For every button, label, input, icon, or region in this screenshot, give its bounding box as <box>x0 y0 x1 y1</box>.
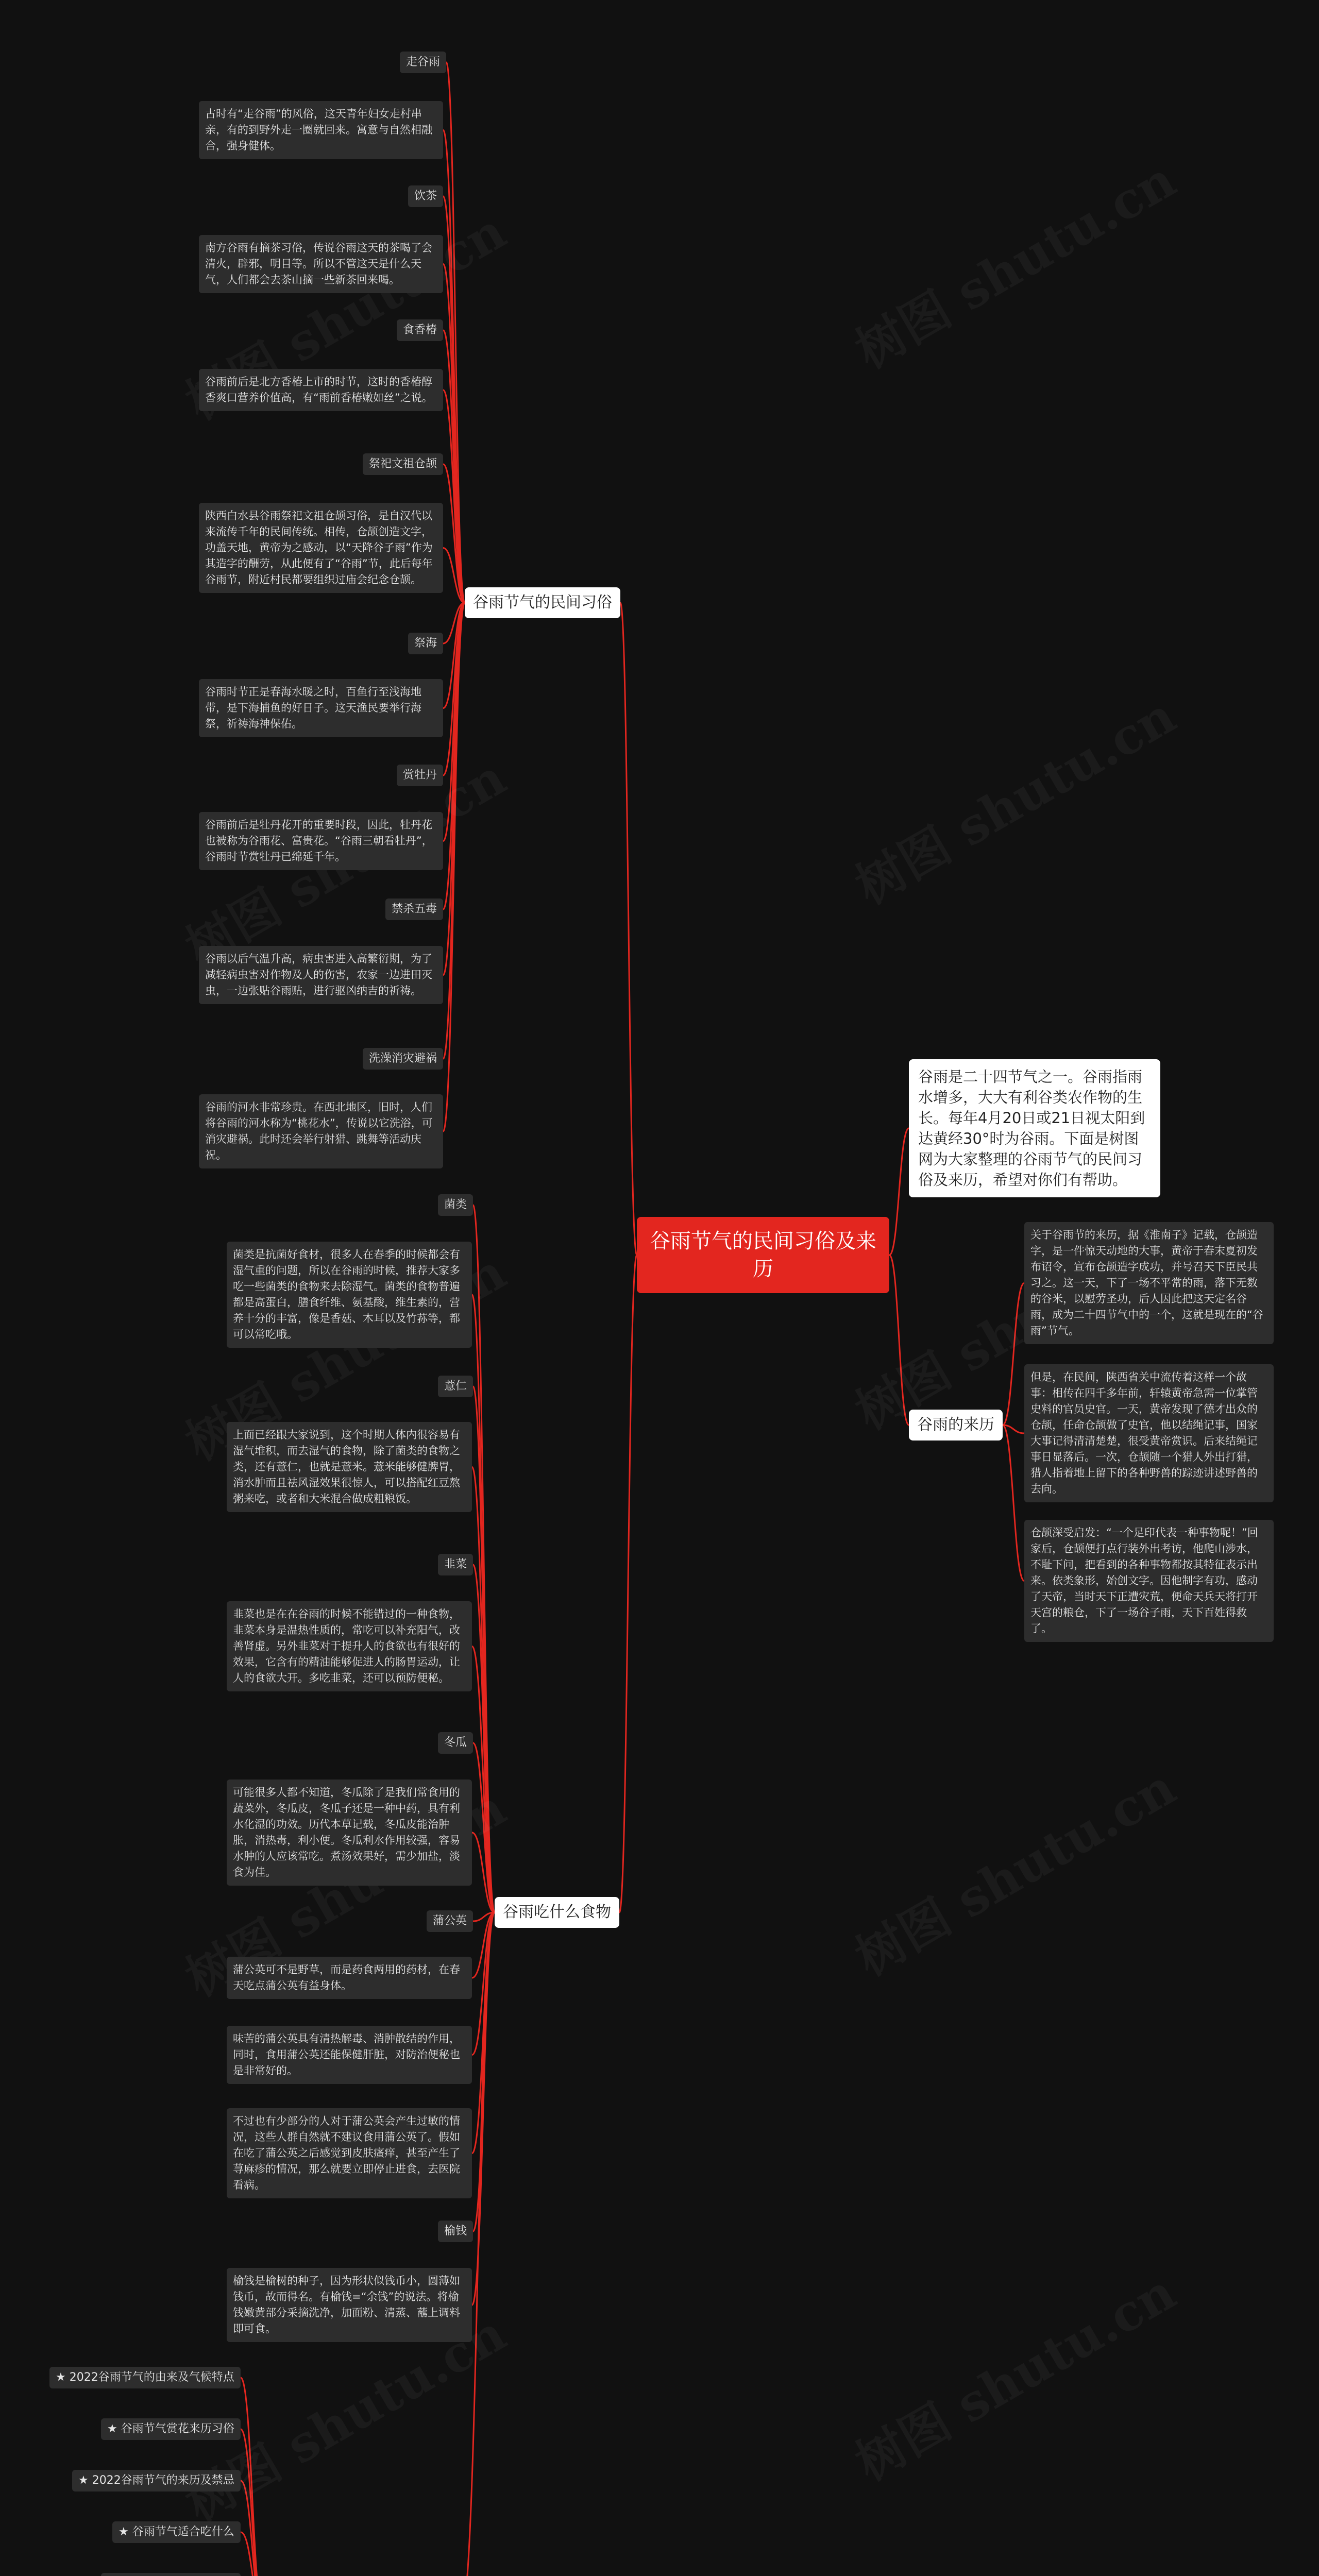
custom-paragraph[interactable]: 陕西白水县谷雨祭祀文祖仓颉习俗，是自汉代以来流传千年的民间传统。相传，仓颉创造文字，功盖天地，黄帝为之感动，以“天降谷子雨”作为其造字的酬劳，从此便有了“谷雨”节，此后每年谷雨节，附近村民都要组织过庙会纪念仓颉。 <box>199 503 443 593</box>
connector-line <box>889 1128 909 1255</box>
food-title[interactable]: 冬瓜 <box>438 1732 473 1754</box>
food-paragraph[interactable]: 韭菜也是在在谷雨的时候不能错过的一种食物，韭菜本身是温热性质的，常吃可以补充阳气，改善肾虚。另外韭菜对于提升人的食欲也有很好的效果，它含有的精油能够促进人的肠胃运动，让人的食欲大开。多吃韭菜，还可以预防便秘。 <box>227 1601 472 1691</box>
related-article-link[interactable] <box>101 2573 241 2576</box>
connector-line <box>619 1255 637 1912</box>
custom-title[interactable]: 禁杀五毒 <box>385 899 443 920</box>
custom-paragraph[interactable]: 古时有“走谷雨”的风俗，这天青年妇女走村串亲，有的到野外走一圈就回来。寓意与自然相融合，强身健体。 <box>199 101 443 159</box>
related-article-link[interactable]: ★ 2022谷雨节气的由来及气候特点 <box>49 2367 241 2388</box>
custom-title[interactable]: 洗澡消灾避祸 <box>363 1048 443 1070</box>
food-paragraph[interactable]: 味苦的蒲公英具有清热解毒、消肿散结的作用，同时，食用蒲公英还能保健肝脏，对防治便秘也是非常好的。 <box>227 2026 472 2084</box>
branch-foods[interactable]: 谷雨吃什么食物 <box>495 1897 619 1928</box>
food-paragraph[interactable]: 菌类是抗菌好食材，很多人在春季的时候都会有湿气重的问题，所以在谷雨的时候，推荐大家多吃一些菌类的食物来去除湿气。菌类的食物普遍都是高蛋白，膳食纤维、氨基酸，维生素的，营养十分的丰富，像是香菇、木耳以及竹荪等，都可以常吃哦。 <box>227 1242 472 1348</box>
related-article-link[interactable]: ★ 谷雨节气适合吃什么 <box>112 2521 241 2543</box>
connector-line <box>1003 1283 1024 1426</box>
food-title[interactable]: 榆钱 <box>438 2221 473 2242</box>
related-article-link[interactable]: ★ 谷雨节气赏花来历习俗 <box>101 2418 241 2440</box>
custom-paragraph[interactable]: 谷雨以后气温升高，病虫害进入高繁衍期，为了减轻病虫害对作物及人的伤害，农家一边进田灭虫，一边张贴谷雨贴，进行驱凶纳吉的祈祷。 <box>199 946 443 1004</box>
connector-line <box>889 1255 909 1425</box>
custom-title[interactable]: 饮茶 <box>408 185 443 207</box>
food-title[interactable]: 菌类 <box>438 1194 473 1216</box>
intro-note[interactable]: 谷雨是二十四节气之一。谷雨指雨水增多，大大有利谷类农作物的生长。每年4月20日或21日视太阳到达黄经30°时为谷雨。下面是树图网为大家整理的谷雨节气的民间习俗及来历，希望对你们有帮助。 <box>909 1059 1160 1197</box>
food-title[interactable]: 薏仁 <box>438 1376 473 1397</box>
custom-title[interactable]: 祭祀文祖仓颉 <box>363 453 443 475</box>
related-article-link[interactable]: ★ 2022谷雨节气的来历及禁忌 <box>72 2470 241 2492</box>
branch-customs[interactable]: 谷雨节气的民间习俗 <box>465 587 620 618</box>
custom-title[interactable]: 祭海 <box>408 633 443 654</box>
custom-title[interactable]: 食香椿 <box>397 319 443 341</box>
connector-line <box>620 603 637 1255</box>
custom-paragraph[interactable]: 谷雨前后是牡丹花开的重要时段，因此，牡丹花也被称为谷雨花、富贵花。“谷雨三朝看牡丹”，谷雨时节赏牡丹已绵延千年。 <box>199 812 443 870</box>
custom-paragraph[interactable]: 谷雨的河水非常珍贵。在西北地区，旧时，人们将谷雨的河水称为“桃花水”，传说以它洗浴，可消灾避祸。此时还会举行射猎、跳舞等活动庆祝。 <box>199 1094 443 1168</box>
custom-paragraph[interactable]: 南方谷雨有摘茶习俗，传说谷雨这天的茶喝了会清火，辟邪，明目等。所以不管这天是什么天气，人们都会去茶山摘一些新茶回来喝。 <box>199 235 443 293</box>
origin-paragraph[interactable]: 关于谷雨节的来历，据《淮南子》记载，仓颉造字，是一件惊天动地的大事，黄帝于春末夏初发布诏令，宣布仓颉造字成功，并号召天下臣民共习之。这一天，下了一场不平常的雨，落下无数的谷米，以慰劳圣功，后人因此把这天定名谷雨，成为二十四节气中的一个，这就是现在的“谷雨”节气。 <box>1024 1222 1274 1344</box>
food-title[interactable]: 蒲公英 <box>427 1910 473 1932</box>
connector-line <box>461 1912 495 2576</box>
food-paragraph[interactable]: 蒲公英可不是野草，而是药食两用的药材，在春天吃点蒲公英有益身体。 <box>227 1957 472 1999</box>
connector-line <box>1003 1425 1024 1581</box>
food-paragraph[interactable]: 榆钱是榆树的种子，因为形状似钱币小，圆薄如钱币，故而得名。有榆钱=“余钱”的说法。将榆钱嫩黄部分采摘洗净，加面粉、清蒸、蘸上调料即可食。 <box>227 2268 472 2342</box>
custom-paragraph[interactable]: 谷雨时节正是春海水暖之时，百鱼行至浅海地带，是下海捕鱼的好日子。这天渔民要举行海祭，祈祷海神保佑。 <box>199 679 443 737</box>
origin-paragraph[interactable]: 仓颉深受启发：“一个足印代表一种事物呢！”回家后，仓颉便打点行装外出考访，他爬山涉水，不耻下问，把看到的各种事物都按其特征表示出来。依类象形，始创文字。因他制字有功，感动了天帝，当时天下正遭灾荒，便命天兵天将打开天宫的粮仓，下了一场谷子雨，天下百姓得救了。 <box>1024 1520 1274 1642</box>
custom-title[interactable]: 赏牡丹 <box>397 765 443 786</box>
root-topic[interactable]: 谷雨节气的民间习俗及来历 <box>637 1217 889 1293</box>
food-paragraph[interactable]: 不过也有少部分的人对于蒲公英会产生过敏的情况，这些人群自然就不建议食用蒲公英了。假如在吃了蒲公英之后感觉到皮肤瘙痒，甚至产生了荨麻疹的情况，那么就要立即停止进食，去医院看病。 <box>227 2108 472 2198</box>
food-paragraph[interactable]: 上面已经跟大家说到，这个时期人体内很容易有湿气堆积，而去湿气的食物，除了菌类的食物之类，还有薏仁，也就是薏米。薏米能够健脾胃，消水肿而且祛风湿效果很惊人，可以搭配红豆熬粥来吃，或者和大米混合做成粗粮饭。 <box>227 1422 472 1512</box>
food-paragraph[interactable]: 可能很多人都不知道，冬瓜除了是我们常食用的蔬菜外，冬瓜皮，冬瓜子还是一种中药，具有利水化湿的功效。历代本草记载，冬瓜皮能治肿胀，消热毒，利小便。冬瓜利水作用较强，容易水肿的人应该常吃。煮汤效果好，需少加盐，淡食为佳。 <box>227 1780 472 1886</box>
custom-title[interactable]: 走谷雨 <box>400 52 446 73</box>
origin-paragraph[interactable]: 但是，在民间，陕西省关中流传着这样一个故事：相传在四千多年前，轩辕黄帝急需一位掌管史料的官员史官。一天，黄帝发现了德才出众的仓颉，任命仓颉做了史官，他以结绳记事，国家大事记得清清楚楚，很受黄帝赏识。后来结绳记事日显落后。一次，仓颉随一个猎人外出打猎，猎人指着地上留下的各种野兽的踪迹讲述野兽的去向。 <box>1024 1364 1274 1502</box>
connector-line <box>443 264 465 603</box>
connector-line <box>472 1912 495 2305</box>
food-title[interactable]: 韭菜 <box>438 1554 473 1575</box>
custom-paragraph[interactable]: 谷雨前后是北方香椿上市的时节，这时的香椿醇香爽口营养价值高，有“雨前香椿嫩如丝”之说。 <box>199 369 443 411</box>
branch-origin[interactable]: 谷雨的来历 <box>909 1410 1003 1440</box>
